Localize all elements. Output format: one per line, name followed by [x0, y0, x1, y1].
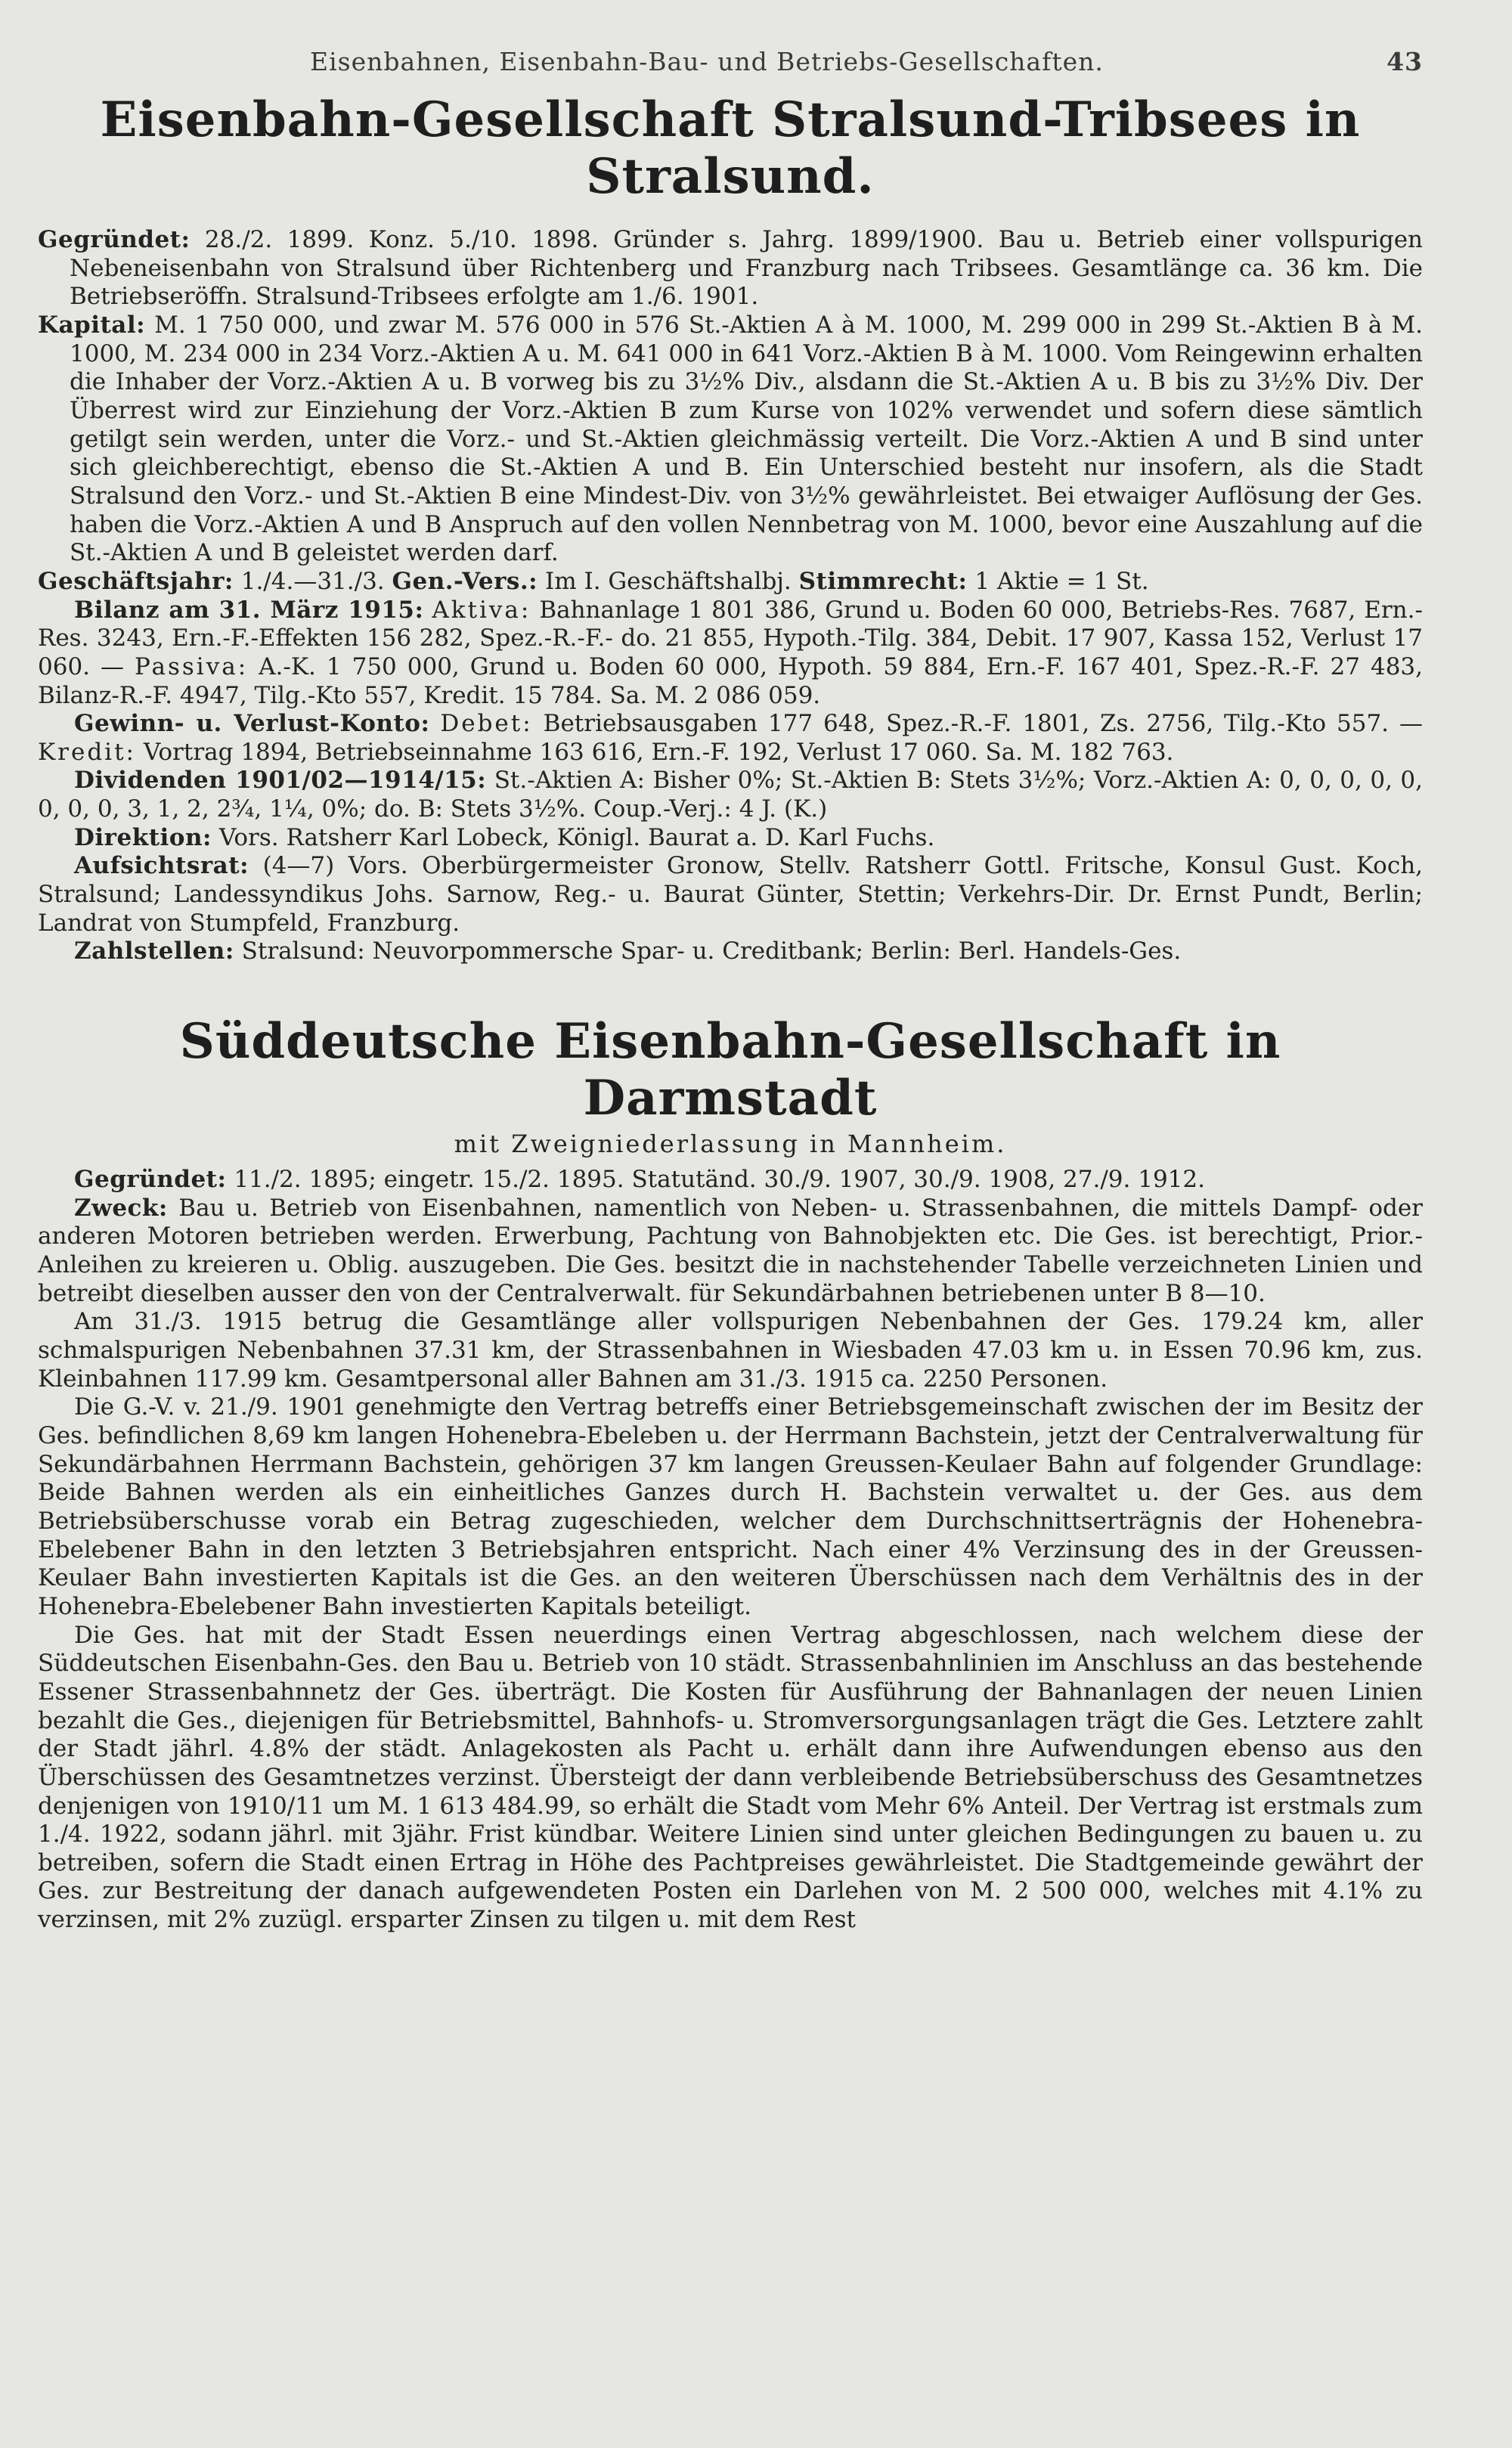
text-kredit: Vortrag 1894, Betriebseinnahme 163 616, Ern.-F. 192, Verlust 17 060. Sa. M. 182 763. [143, 738, 1174, 766]
entry-dividenden [38, 767, 1423, 823]
entry-bilanz [38, 597, 1423, 711]
text-aufsichtsrat: (4—7) Vors. Oberbürgermeister Gronow, Stellv. Ratsherr Gottl. Fritsche, Konsul Gust. Koch, Stralsund; Landessyndikus Johs. Sarnow, Reg.- u. Baurat Günter, Stettin; Verkehrs-Dir. Dr. Ernst Pundt, Berlin; Landrat von Stumpfeld, Franzburg. [38, 852, 1424, 937]
label-kredit: Kredit: [38, 738, 136, 766]
text-gegruendet: 28./2. 1899. Konz. 5./10. 1898. Gründer s. Jahrg. 1899/1900. Bau u. Betrieb einer vollspurigen Nebeneisenbahn von Stralsund über Richtenberg und Franzburg nach Tribsees. Gesamtlänge ca. 36 km. Die Betriebseröffn. Stralsund-Tribsees erfolgte am 1./6. 1901. [70, 226, 1424, 311]
text-kapital: M. 1 750 000, und zwar M. 576 000 in 576 St.-Aktien A à M. 1000, M. 299 000 in 299 St.-Aktien B à M. 1000, M. 234 000 in 234 Vorz.-Aktien A u. M. 641 000 in 641 Vorz.-Aktien B à M. 1000. Vom Reingewinn erhalten die Inhaber der Vorz.-Aktien A u. B vorweg bis zu 3½% Div., alsdann die St.-Aktien A u. B bis zu 3½% Div. Der Überrest wird zur Einziehung der Vorz.-Aktien B zum Kurse von 102% verwendet und sofern diese sämtlich getilgt sein werden, unter die Vorz.- und St.-Aktien gleichmässig verteilt. Die Vorz.-Aktien A und B sind unter sich gleichberechtigt, ebenso die St.-Aktien A und B. Ein Unterschied besteht nur insofern, als die Stadt Stralsund den Vorz.- und St.-Aktien B eine Mindest-Div. von 3½% gewährleistet. Bei etwaiger Auflösung der Ges. haben die Vorz.-Aktien A und B Anspruch auf den vollen Nennbetrag von M. 1000, bevor eine Auszahlung auf die St.-Aktien A und B geleistet werden darf. [70, 311, 1423, 567]
label-aufsichtsrat: Aufsichtsrat: [74, 852, 249, 880]
label-gegruendet: Gegründet: [38, 226, 191, 253]
label-geschaeftsjahr: Geschäftsjahr: [38, 567, 234, 595]
text-zahlstellen: Stralsund: Neuvorpommersche Spar- u. Creditbank; Berlin: Berl. Handels-Ges. [241, 937, 1182, 965]
company-title: Süddeutsche Eisenbahn-Gesellschaft in Darmstadt [179, 1013, 1281, 1127]
company-title: Eisenbahn-Gesellschaft Stralsund-Tribsees in Stralsund. [100, 91, 1361, 205]
text-passiva: A.-K. 1 750 000, Grund u. Boden 60 000, Hypoth. 59 884, Ern.-F. 167 401, Spez.-R.-F. 27 483, Bilanz-R.-F. 4947, Tilg.-Kto 557, Kredit. 15 784. Sa. M. 2 086 059. [38, 652, 1423, 709]
entry-direktion [38, 824, 1423, 853]
text-aktiva: Bahnanlage 1 801 386, Grund u. Boden 60 000, Betriebs-Res. 7687, Ern.-Res. 3243, Ern.-F.-Effekten 156 282, Spez.-R.-F.- do. 21 855, Hypoth.-Tilg. 384, Debit. 17 907, Kassa 152, Verlust 17 060. — [38, 596, 1423, 680]
label-bilanz: Bilanz am 31. März 1915: [74, 596, 424, 624]
text-debet: Betriebsausgaben 177 648, Spez.-R.-F. 1801, Zs. 2756, Tilg.-Kto 557. — [543, 710, 1423, 738]
company-stralsund-tribsees [38, 91, 1423, 966]
entry-aufsichtsrat [38, 852, 1423, 937]
entry-kapital [38, 311, 1423, 568]
text-zweck: Bau u. Betrieb von Eisenbahnen, namentlich von Neben- u. Strassenbahnen, die mittels Dampf- oder anderen Motoren betrieben werden. Erwerbung, Pachtung von Bahnobjekten etc. Die Ges. ist berechtigt, Prior.-Anleihen zu kreieren u. Oblig. auszugeben. Die Ges. besitzt die in nachstehender Tabelle verzeichneten Linien und betreibt dieselben ausser den von der Centralverwalt. für Sekundärbahnen betriebenen unter B 8—10. [38, 1194, 1423, 1307]
paragraph-betriebsgemeinschaft: Die G.-V. v. 21./9. 1901 genehmigte den Vertrag betreffs einer Betriebsgemeinschaft zwischen der im Besitz der Ges. befindlichen 8,69 km langen Hohenebra-Ebeleben u. der Herrmann Bachstein, jetzt der Centralverwaltung für Sekundärbahnen Herrmann Bachstein, gehörigen 37 km langen Greussen-Keulaer Bahn auf folgender Grundlage: Beide Bahnen werden als ein einheitliches Ganzes durch H. Bachstein verwaltet u. der Ges. aus dem Betriebsüberschusse vorab ein Betrag zugeschieden, welcher dem Durchschnittserträgnis der Hohenebra-Ebelebener Bahn in den letzten 3 Betriebsjahren entspricht. Nach einer 4% Verzinsung des in der Greussen-Keulaer Bahn investierten Kapitals ist die Ges. an den weiteren Überschüssen nach dem Verhältnis des in der Hohenebra-Ebelebener Bahn investierten Kapitals beteiligt. [38, 1393, 1423, 1620]
text-dividenden: St.-Aktien A: Bisher 0%; St.-Aktien B: Stets 3½%; Vorz.-Aktien A: 0, 0, 0, 0, 0, 0, 0, 0, 3, 1, 2, 2¾, 1¼, 0%; do. B: Stets 3½%. Coup.-Verj.: 4 J. (K.) [38, 767, 1424, 823]
text-genvers: Im I. Geschäftshalbj. [544, 567, 792, 595]
label-stimmrecht: Stimmrecht: [798, 567, 968, 595]
running-title: Eisenbahnen, Eisenbahn-Bau- und Betriebs-Gesellschaften. [310, 47, 1104, 76]
paragraph-vertrag-essen: Die Ges. hat mit der Stadt Essen neuerdings einen Vertrag abgeschlossen, nach welchem diese der Süddeutschen Eisenbahn-Ges. den Bau u. Betrieb von 10 städt. Strassenbahnlinien im Anschluss an das bestehende Essener Strassenbahnnetz der Ges. überträgt. Die Kosten für Ausführung der Bahnanlagen der neuen Linien bezahlt die Ges., diejenigen für Betriebsmittel, Bahnhofs- u. Stromversorgungsanlagen trägt die Ges. Letztere zahlt der Stadt jährl. 4.8% der städt. Anlagekosten als Pacht u. erhält dann ihre Aufwendungen ebenso aus den Überschüssen des Gesamtnetzes verzinst. Übersteigt der dann verbleibende Betriebsüberschuss des Gesamtnetzes denjenigen von 1910/11 um M. 1 613 484.99, so erhält die Stadt vom Mehr 6% Anteil. Der Vertrag ist erstmals zum 1./4. 1922, sodann jährl. mit 3jähr. Frist kündbar. Weitere Linien sind unter gleichen Bedingungen zu bauen u. zu betreiben, sofern die Stadt einen Ertrag in Höhe des Pachtpreises gewährleistet. Die Stadtgemeinde gewährt der Ges. zur Bestreitung der danach aufgewendeten Posten ein Darlehen von M. 2 500 000, welches mit 4.1% zu verzinsen, mit 2% zuzügl. ersparter Zinsen zu tilgen u. mit dem Rest [38, 1621, 1423, 1934]
label-dividenden: Dividenden 1901/02—1914/15: [74, 767, 487, 795]
label-gegruendet: Gegründet: [74, 1166, 227, 1194]
text-geschaeftsjahr: 1./4.—31./3. [240, 567, 385, 595]
label-direktion: Direktion: [74, 823, 212, 851]
entry-gewinn-verlust [38, 710, 1423, 767]
label-debet: Debet: [440, 710, 533, 738]
label-zahlstellen: Zahlstellen: [74, 937, 234, 965]
paragraph-gesamtlaenge: Am 31./3. 1915 betrug die Gesamtlänge aller vollspurigen Nebenbahnen der Ges. 179.24 km, aller schmalspurigen Nebenbahnen 37.31 km, der Strassenbahnen in Wiesbaden 47.03 km u. in Essen 70.96 km, zus. Kleinbahnen 117.99 km. Gesamtpersonal aller Bahnen am 31./3. 1915 ca. 2250 Personen. [38, 1308, 1423, 1393]
entry-gegruendet [38, 226, 1423, 311]
label-gewinn-verlust: Gewinn- u. Verlust-Konto: [74, 710, 430, 738]
text-stimmrecht: 1 Aktie = 1 St. [974, 567, 1149, 595]
text-gegruendet: 11./2. 1895; eingetr. 15./2. 1895. Statutänd. 30./9. 1907, 30./9. 1908, 27./9. 1912. [234, 1166, 1205, 1194]
running-header [38, 47, 1423, 76]
entry-zahlstellen [38, 937, 1423, 966]
label-genvers: Gen.-Vers.: [392, 567, 538, 595]
company-sueddeutsche-eisenbahn [38, 1013, 1423, 1935]
text-direktion: Vors. Ratsherr Karl Lobeck, Königl. Baurat a. D. Karl Fuchs. [218, 823, 935, 851]
entry-zweck [38, 1195, 1423, 1309]
label-aktiva: Aktiva: [432, 596, 531, 624]
company-subtitle: mit Zweigniederlassung in Mannheim. [454, 1129, 1007, 1159]
entry-geschaeftsjahr [38, 568, 1423, 597]
label-kapital: Kapital: [38, 311, 146, 339]
entry-gegruendet [38, 1166, 1423, 1195]
label-passiva: Passiva: [135, 652, 249, 680]
label-zweck: Zweck: [74, 1194, 168, 1222]
page-number: 43 [1387, 47, 1423, 76]
